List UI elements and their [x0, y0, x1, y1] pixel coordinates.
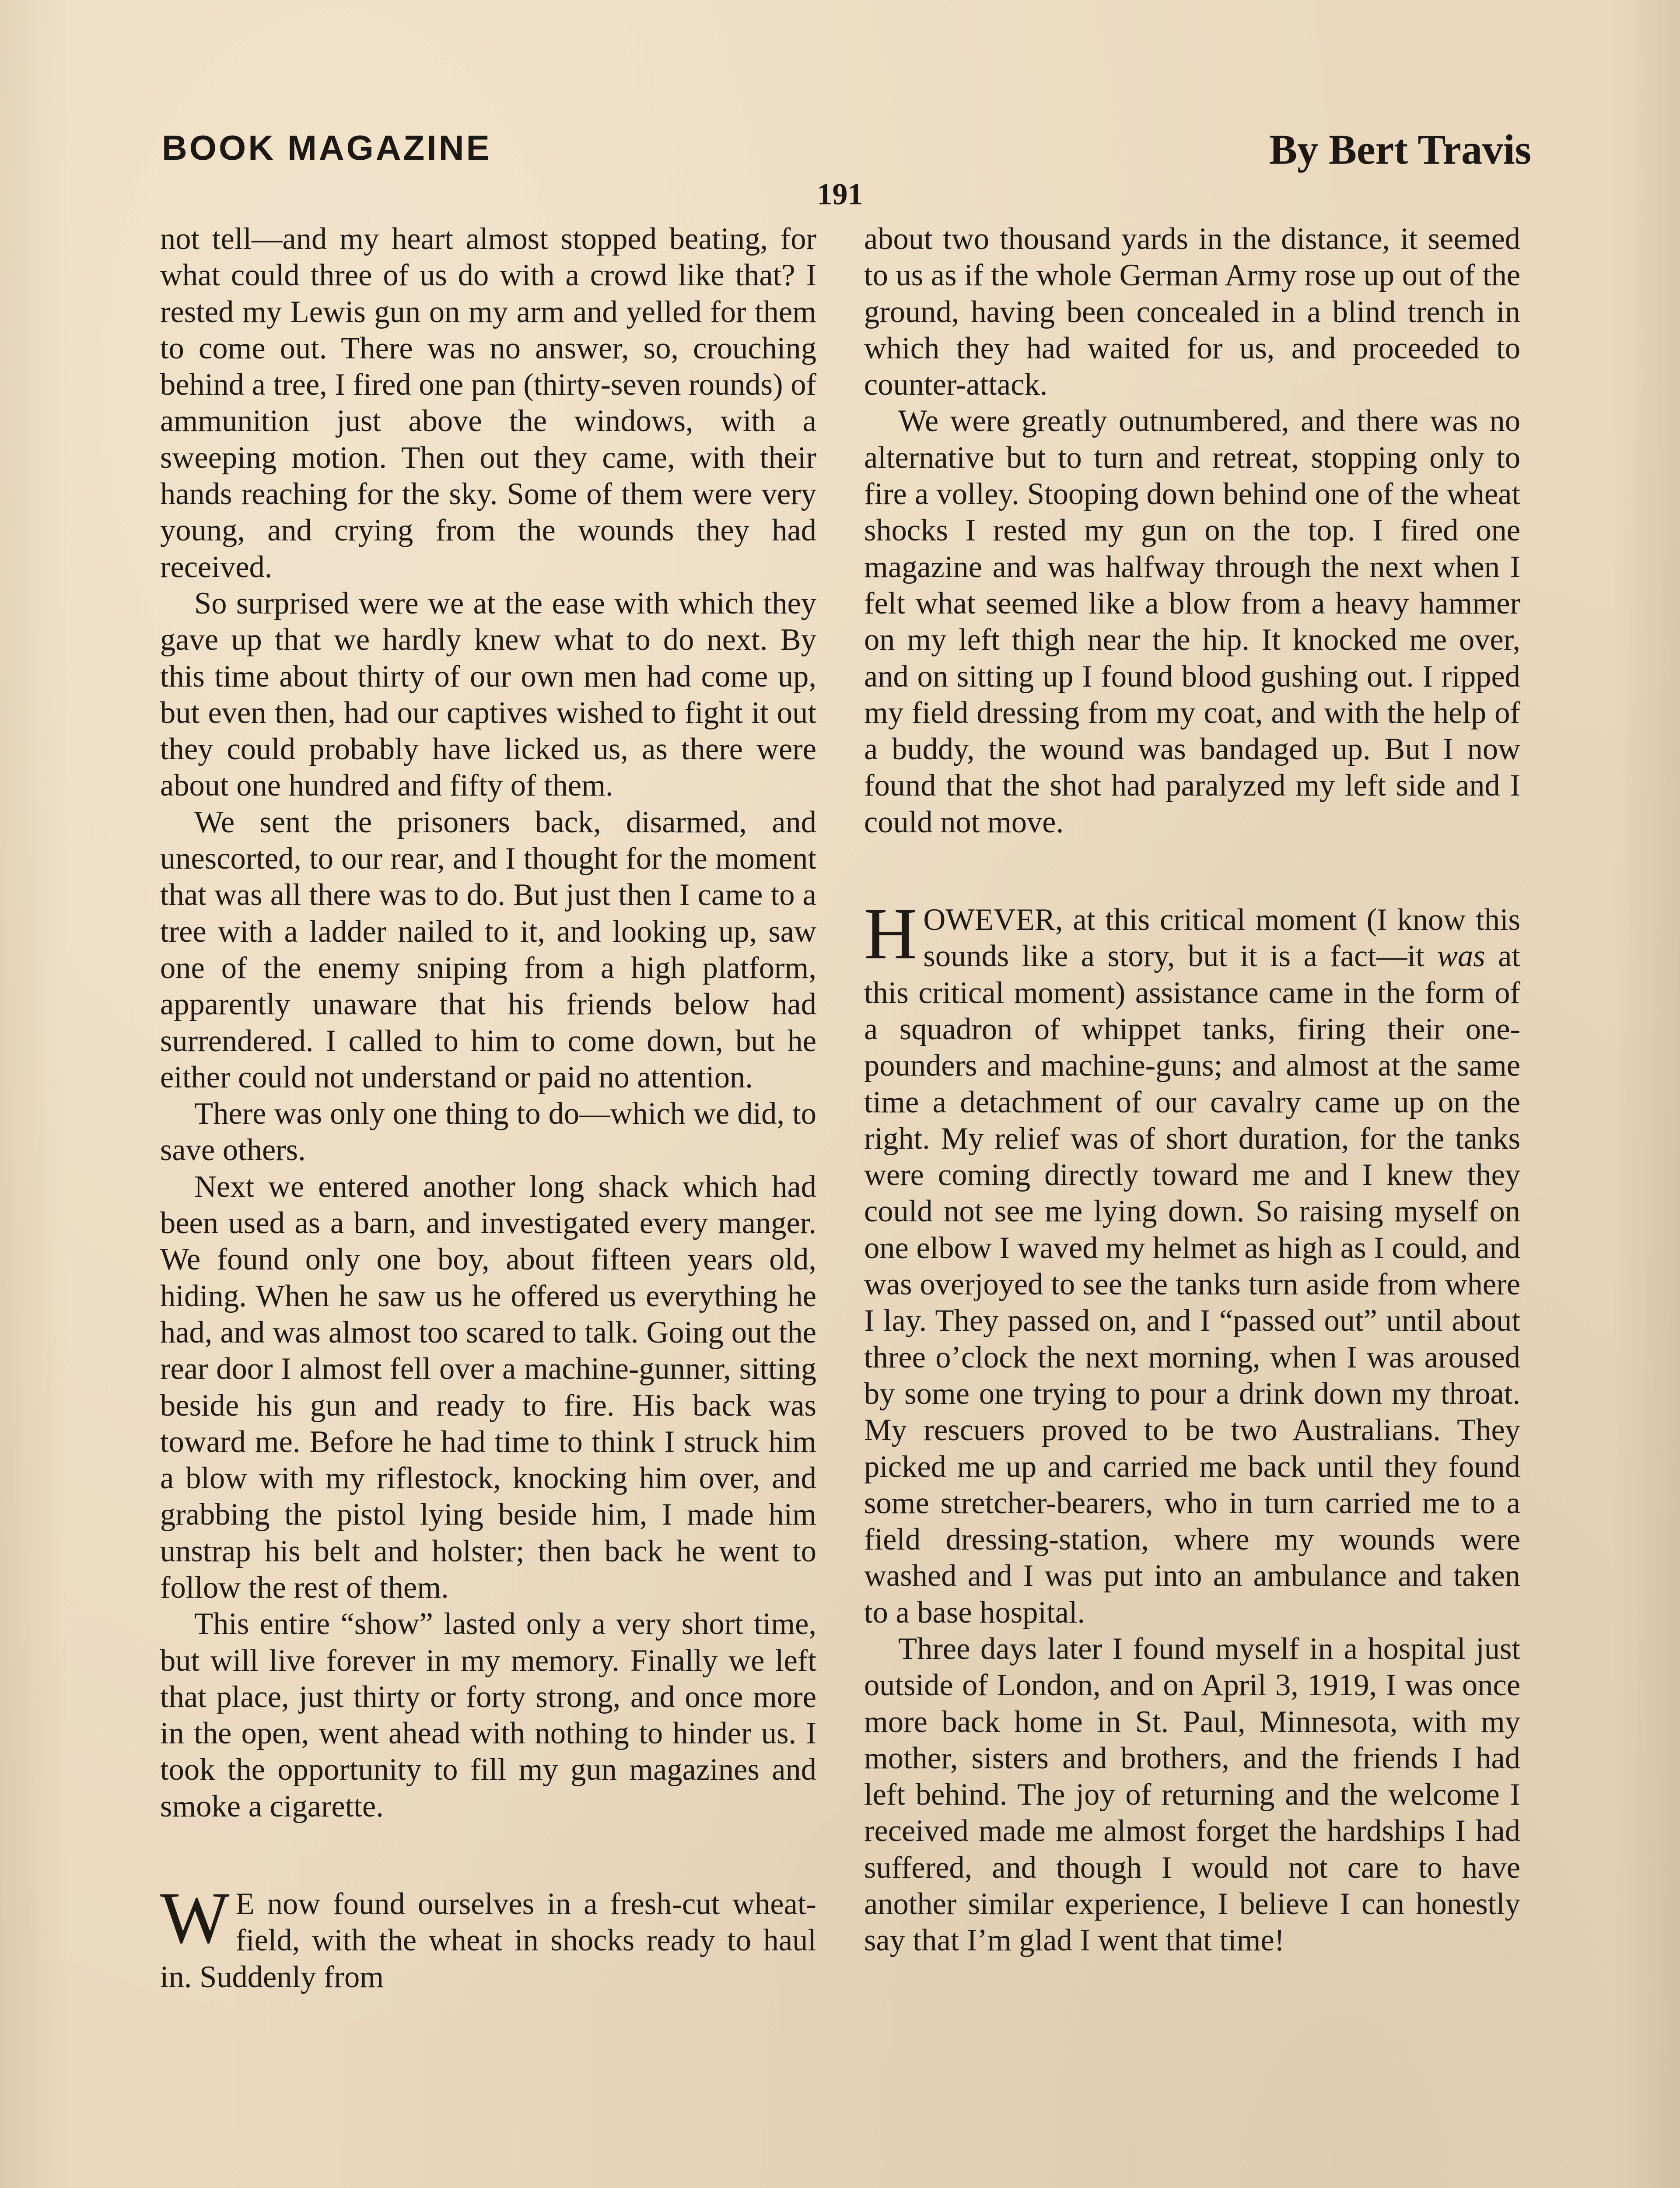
section-text: E now found ourselves in a fresh-cut wheat-field, with the wheat in shocks ready to haul in. Suddenly from	[160, 1887, 816, 1994]
italic-word: was	[1437, 939, 1485, 974]
drop-cap: H	[864, 893, 917, 975]
drop-cap: W	[160, 1877, 230, 1959]
section-paragraph	[864, 893, 1520, 1631]
paragraph: not tell—and my heart almost stopped beating, for what could three of us do with a crowd like that? I rested my Lewis gun on my arm and yelled for them to come out. There was no answer, so, crouching behind a tree, I fired one pan (thirty-seven rounds) of ammunition just above the windows, with a sweeping motion. Then out they came, with their hands reaching for the sky. Some of them were very young, and crying from the wounds they had received.	[160, 222, 816, 584]
section-paragraph	[160, 1877, 816, 1995]
author-byline: By Bert Travis	[1269, 126, 1531, 173]
paragraph: We sent the prisoners back, disarmed, and unescorted, to our rear, and I thought for the moment that was all there was to do. But just then I came to a tree with a ladder nailed to it, and looking up, saw one of the enemy sniping from a high platform, apparently unaware that his friends below had surrendered. I called to him to come down, but he either could not understand or paid no attention.	[160, 805, 816, 1094]
paragraph: There was only one thing to do—which we did, to save others.	[160, 1097, 816, 1168]
paragraph: Next we entered another long shack which had been used as a barn, and investigated every manger. We found only one boy, about fifteen years old, hiding. When he saw us he offered us everything he had, and was almost too scared to talk. Going out the rear door I almost fell over a machine-gunner, sitting beside his gun and ready to fire. His back was toward me. Before he had time to think I struck him a blow with my riflestock, knocking him over, and grabbing the pistol lying beside him, I made him unstrap his belt and holster; then back he went to follow the rest of them.	[160, 1169, 816, 1605]
magazine-title: BOOK MAGAZINE	[162, 128, 492, 167]
left-column	[160, 221, 816, 1995]
right-column	[864, 221, 1520, 1959]
paragraph: about two thousand yards in the distance, it seemed to us as if the whole German Army rose up out of the ground, having been concealed in a blind trench in which they had waited for us, and proceeded to counter-attack.	[864, 222, 1520, 402]
page-number: 191	[817, 178, 863, 211]
paragraph: Three days later I found myself in a hospital just outside of London, and on April 3, 1919, I was once more back home in St. Paul, Minnesota, with my mother, sisters and brothers, and the friends I had left behind. The joy of returning and the welcome I received made me almost forget the hardships I had suffered, and though I would not care to have another similar experience, I believe I can honestly say that I’m glad I went that time!	[864, 1631, 1520, 1958]
paragraph: So surprised were we at the ease with which they gave up that we hardly knew what to do next. By this time about thirty of our own men had come up, but even then, had our captives wished to fight it out they could probably have licked us, as there were about one hundred and fifty of them.	[160, 586, 816, 803]
section-text: OWEVER, at this critical moment (I know this sounds like a story, but it is a fact—it	[923, 903, 1520, 974]
paragraph: This entire “show” lasted only a very short time, but will live forever in my memory. Finally we left that place, just thirty or forty strong, and once more in the open, went ahead with nothing to hinder us. I took the opportunity to fill my gun magazines and smoke a cigarette.	[160, 1607, 816, 1823]
section-text-continued: at this critical moment) assistance came in the form of a squadron of whippet tanks, firing their one-pounders and machine-guns; and almost at the same time a detachment of our cavalry came up on the right. My relief was of short duration, for the tanks were coming directly toward me and I knew they could not see me lying down. So raising myself on one elbow I waved my helmet as high as I could, and was overjoyed to see the tanks turn aside from where I lay. They passed on, and I “passed out” until about three o’clock the next morning, when I was aroused by some one trying to pour a drink down my throat. My rescuers proved to be two Australians. They picked me up and carried me back until they found some stretcher-bearers, who in turn carried me to a field dressing-station, where my wounds were washed and I was put into an ambulance and taken to a base hospital.	[864, 939, 1520, 1630]
paragraph: We were greatly outnumbered, and there was no alternative but to turn and retreat, stopping only to fire a volley. Stooping down behind one of the wheat shocks I rested my gun on the top. I fired one magazine and was halfway through the next when I felt what seemed like a blow from a heavy hammer on my left thigh near the hip. It knocked me over, and on sitting up I found blood gushing out. I ripped my field dressing from my coat, and with the help of a buddy, the wound was bandaged up. But I now found that the shot had paralyzed my left side and I could not move.	[864, 404, 1520, 839]
